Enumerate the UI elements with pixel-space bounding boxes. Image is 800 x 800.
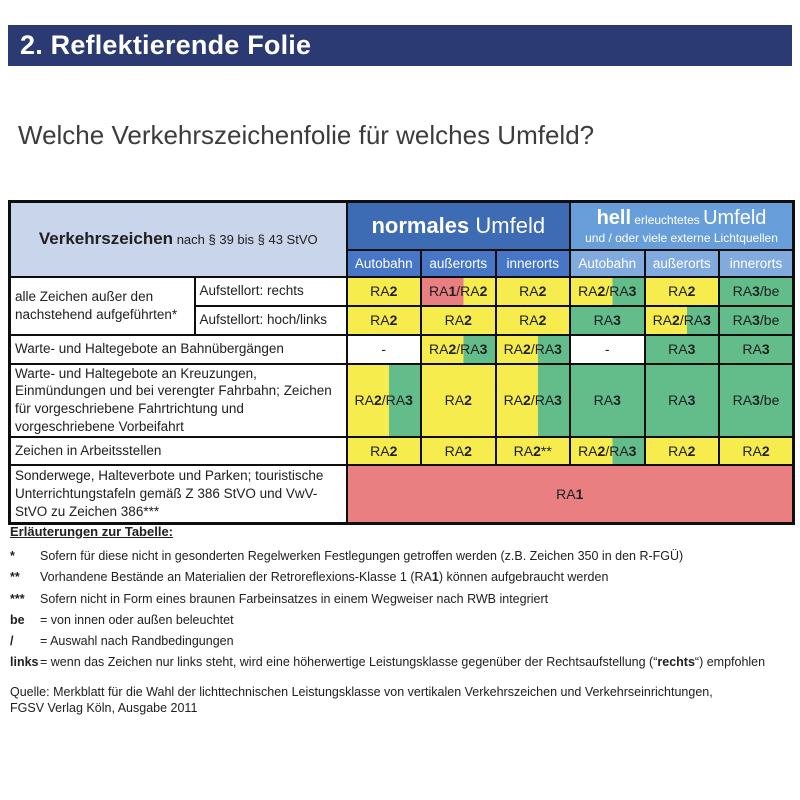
legend-item [10,654,792,670]
legend-item [10,633,792,649]
foil-selection-table [8,200,795,525]
ra-cell: RA2 [347,437,422,465]
legend-text: = wenn das Zeichen nur links steht, wird eine höherwertige Leistungsklasse gegenüber der Rechtsaufstellung (“rechts“) empfohlen [40,655,766,670]
col-header-autobahn-hell: Autobahn [570,250,645,277]
table-row [10,437,794,465]
legend-item [10,569,792,585]
row-label-kreuzungen: Warte- und Haltegebote an Kreuzungen, Einmündungen und bei verengter Fahrbahn; Zeichen für vorgeschriebene Fahrtrichtung und vorgeschriebene Vorbeifahrt [10,364,347,437]
ra-cell: RA3 [719,335,794,364]
row-label-aufstellort-hoch-links: Aufstellort: hoch/links [195,306,347,335]
ra-cell: RA2 [421,437,496,465]
ra-cell: RA3/be [719,277,794,306]
ra-cell: RA2 [645,437,720,465]
slide-title: 2. Reflektierende Folie [20,30,312,60]
ra-cell: RA2 [421,364,496,437]
legend-marker: ** [10,570,20,585]
legend-text: = von innen oder außen beleuchtet [40,612,234,627]
legend-marker: * [10,549,15,563]
row-label-arbeitsstellen: Zeichen in Arbeitsstellen [10,437,347,465]
ra-cell: RA3/be [719,364,794,437]
ra-cell: RA3 [570,364,645,437]
corner-title: Verkehrszeichen [38,229,174,249]
legend-text: Sofern nicht in Form eines braunen Farbeinsatzes in einem Wegweiser nach RWB integriert [40,591,549,606]
ra-cell: RA2** [496,437,571,465]
ra-cell: RA3 [645,335,720,364]
headline: Welche Verkehrszeichenfolie für welches Umfeld? [18,120,595,150]
ra-cell: RA2 [421,306,496,335]
col-header-ausserorts-normal: außerorts [421,250,496,277]
row-label-aufstellort-rechts: Aufstellort: rechts [195,277,347,306]
ra-span-cell: RA1 [347,465,794,524]
legend-marker: / [10,634,14,648]
legend-text: = Auswahl nach Randbedingungen [40,634,234,648]
legend [10,524,792,717]
legend-item [10,548,792,564]
source-line-2: FGSV Verlag Köln, Ausgabe 2011 [10,701,198,716]
ra-cell: RA3/be [719,306,794,335]
legend-marker: be [10,612,25,627]
ra-cell: RA3 [570,306,645,335]
table-row [10,364,794,437]
legend-marker: *** [10,591,25,606]
row-label-sonderwege: Sonderwege, Halteverbote und Parken; touristische Unterrichtungstafeln gemäß Z 386 StVO und VwV-StVO zu Zeichen 386*** [10,465,347,524]
legend-text: Sofern für diese nicht in gesonderten Regelwerken Festlegungen getroffen werden (z.B. Zeichen 350 in den R-FGÜ) [40,549,684,563]
ra-cell: RA2 [347,277,422,306]
ra-cell: RA2 [496,306,571,335]
corner-suffix: nach § 39 bis § 43 StVO [173,232,318,248]
table-row [10,465,794,524]
corner-header [10,202,347,277]
table-row [10,277,794,306]
row-label-bahnuebergaenge: Warte- und Haltegebote an Bahnübergängen [10,335,347,364]
legend-marker: links [10,655,39,670]
col-header-autobahn-normal: Autobahn [347,250,422,277]
ra-cell: RA2/RA3 [421,335,496,364]
col-header-ausserorts-hell: außerorts [645,250,720,277]
ra-cell: RA2/RA3 [347,364,422,437]
group-header-normales: normales Umfeld [347,202,571,250]
ra-cell: RA2/RA3 [570,277,645,306]
ra-cell: RA2 [347,306,422,335]
col-header-innerorts-hell: innerorts [719,250,794,277]
ra-cell: RA3 [645,364,720,437]
group-header-hell: hell erleuchtetes Umfeld und / oder viele externe Lichtquellen [570,202,794,250]
ra-cell: RA2/RA3 [496,364,571,437]
source-note [10,684,792,718]
row-label-alle-zeichen: alle Zeichen außer den nachstehend aufgeführten* [10,277,195,335]
ra-cell: RA1/RA2 [421,277,496,306]
ra-cell: RA2 [645,277,720,306]
ra-cell: RA2 [496,277,571,306]
ra-cell: - [570,335,645,364]
legend-heading: Erläuterungen zur Tabelle: [10,524,174,539]
slide-title-bar [8,25,792,66]
ra-cell: RA2/RA3 [645,306,720,335]
ra-cell: RA2/RA3 [570,437,645,465]
legend-item [10,612,792,628]
ra-cell: - [347,335,422,364]
legend-item [10,591,792,607]
col-header-innerorts-normal: innerorts [496,250,571,277]
source-line-1: Quelle: Merkblatt für die Wahl der lichttechnischen Leistungsklasse von vertikalen Verkehrszeichen und Verkehrseinrichtungen, [10,684,713,699]
ra-cell: RA2 [719,437,794,465]
legend-text: Vorhandene Bestände an Materialien der Retroreflexions-Klasse 1 (RA1) können aufgebraucht werden [40,570,609,585]
ra-cell: RA2/RA3 [496,335,571,364]
table-row [10,335,794,364]
